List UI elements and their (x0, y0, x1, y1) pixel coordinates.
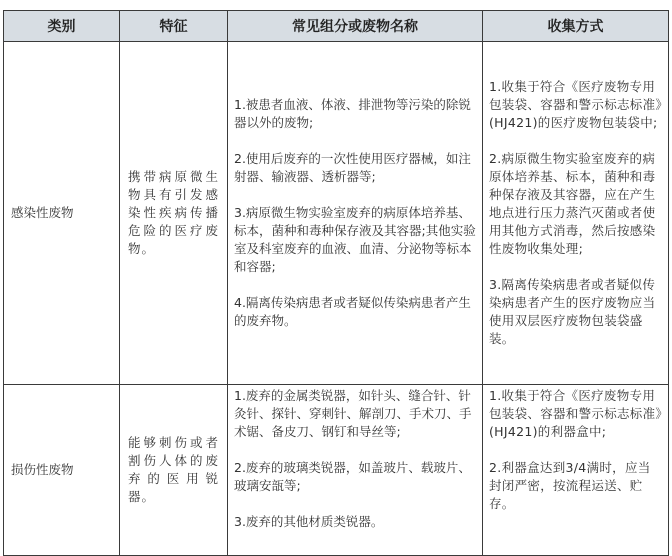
component-item: 1.被患者血液、体液、排泄物等污染的除锐器以外的废物; (234, 97, 471, 130)
component-item: 1.废弃的金属类锐器，如针头、缝合针、针灸针、探针、穿刺针、解剖刀、手术刀、手术锯、备皮刀、钢钉和导丝等; (234, 388, 472, 439)
header-components: 常见组分或废物名称 (228, 11, 483, 42)
feature-cell: 能够刺伤或者割伤人体的废弃的医用锐器。 (120, 385, 228, 556)
collection-item: 2.利器盒达到3/4满时，应当封闭严密，按流程运送、贮存。 (489, 460, 651, 511)
category-cell: 感染性废物 (4, 42, 120, 385)
table-header-row (4, 11, 669, 42)
component-item: 2.废弃的玻璃类锐器，如盖玻片、载玻片、玻璃安瓿等; (234, 460, 471, 493)
components-cell (228, 42, 483, 385)
collection-item: 3.隔离传染病患者或者疑似传染病患者产生的医疗废物应当使用双层医疗废物包装袋盛装。 (489, 277, 656, 346)
table-row (4, 385, 669, 556)
collection-cell (483, 385, 669, 556)
medical-waste-table (3, 10, 669, 556)
component-item: 3.病原微生物实验室废弃的病原体培养基、标本，菌种和毒种保存液及其容器;其他实验室及科室废弃的血液、血清、分泌物等标本和容器; (234, 205, 476, 274)
feature-cell: 携带病原微生物具有引发感染性疾病传播危险的医疗废物。 (120, 42, 228, 385)
collection-item: 1.收集于符合《医疗废物专用包装袋、容器和警示标志标准》(HJ421)的医疗废物包装袋中; (489, 79, 662, 130)
header-collection: 收集方式 (483, 11, 669, 42)
collection-item: 1.收集于符合《医疗废物专用包装袋、容器和警示标志标准》(HJ421)的利器盒中; (489, 388, 662, 439)
collection-item: 2.病原微生物实验室废弃的病原体培养基、标本，菌种和毒种保存液及其容器，应在产生地点进行压力蒸汽灭菌或者使用其他方式消毒，然后按感染性废物收集处理; (489, 151, 656, 256)
component-item: 2.使用后废弃的一次性使用医疗器械，如注射器、输液器、透析器等; (234, 151, 471, 184)
component-item: 4.隔离传染病患者或者疑似传染病患者产生的废弃物。 (234, 295, 471, 328)
category-cell: 损伤性废物 (4, 385, 120, 556)
table-row (4, 42, 669, 385)
component-item: 3.废弃的其他材质类锐器。 (234, 514, 384, 529)
header-category: 类别 (4, 11, 120, 42)
components-cell (228, 385, 483, 556)
header-feature: 特征 (120, 11, 228, 42)
collection-cell (483, 42, 669, 385)
